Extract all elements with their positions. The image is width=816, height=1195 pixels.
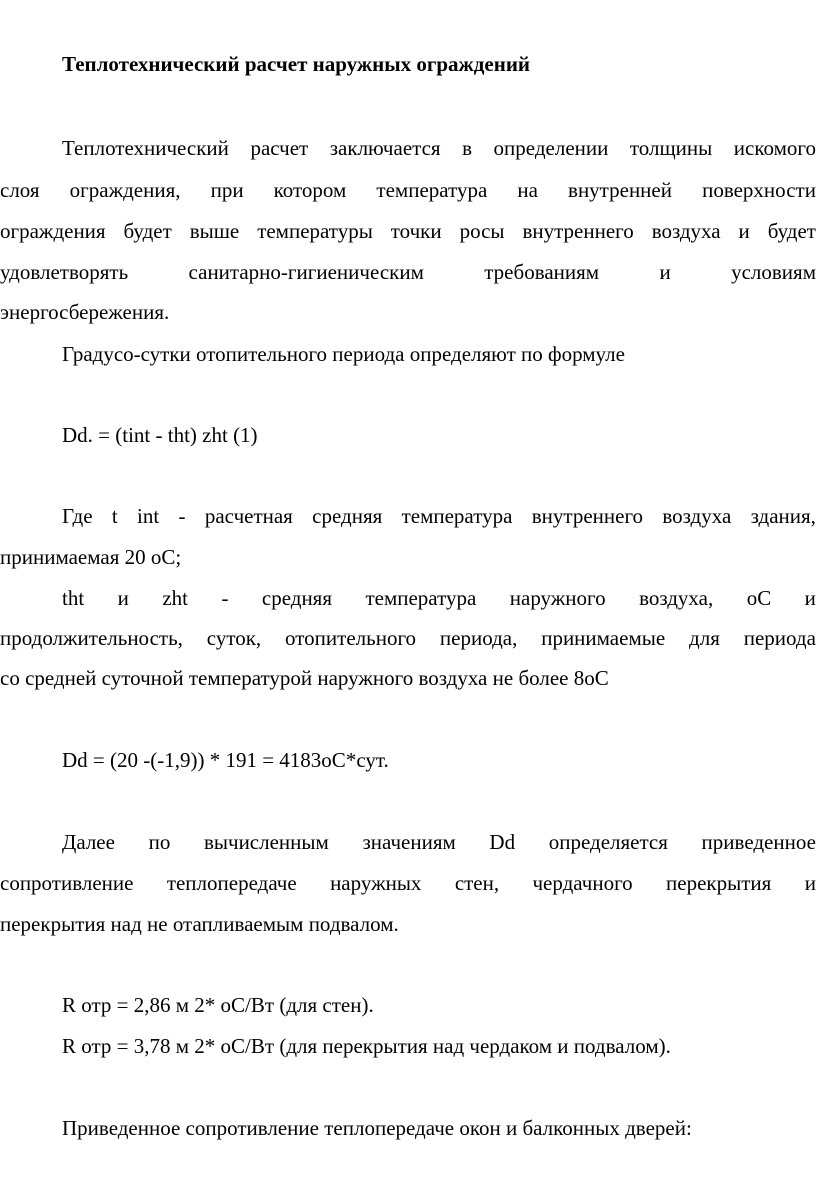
word: оС: [746, 586, 772, 610]
word: на: [517, 178, 538, 202]
para3-line1: [62, 502, 816, 530]
word: воздуха,: [639, 586, 714, 610]
word: t: [111, 504, 118, 528]
word: будет: [123, 219, 172, 243]
word: средняя: [261, 586, 332, 610]
para1-line4: [0, 258, 816, 286]
word: определении: [493, 136, 609, 160]
word: -: [221, 586, 229, 610]
word: стен,: [454, 871, 500, 895]
word: сопротивление: [0, 871, 134, 895]
word: ограждения: [0, 219, 106, 243]
word: температура: [401, 504, 513, 528]
word: условиям: [731, 260, 816, 284]
word: внутреннего: [522, 219, 634, 243]
word: Теплотехнический: [62, 136, 229, 160]
word: внутреннего: [531, 504, 644, 528]
word: требованиям: [484, 260, 600, 284]
para1-line2: [0, 176, 816, 204]
word: чердачного: [532, 871, 633, 895]
para4-line3: со средней суточной температурой наружного воздуха не более 8оС: [0, 666, 609, 690]
word: суток,: [206, 626, 262, 650]
para6-text: Приведенное сопротивление теплопередаче окон и балконных дверей:: [62, 1116, 692, 1140]
word: поверхности: [702, 178, 816, 202]
word: температура: [365, 586, 477, 610]
word: в: [462, 136, 473, 160]
word: приведенное: [701, 830, 816, 854]
word: и: [117, 586, 129, 610]
para4-line1: [62, 584, 816, 612]
result-floors: R отр = 3,78 м 2* оС/Вт (для перекрытия над чердаком и подвалом).: [62, 1034, 671, 1058]
word: теплопередаче: [166, 871, 297, 895]
word: отопительного: [285, 626, 417, 650]
document-heading: Теплотехнический расчет наружных ограждений: [62, 52, 531, 76]
result-walls: R отр = 2,86 м 2* оС/Вт (для стен).: [62, 993, 374, 1017]
word: и: [804, 871, 816, 895]
word: воздуха: [651, 219, 721, 243]
word: вычисленным: [203, 830, 329, 854]
word: расчет: [250, 136, 309, 160]
para1-line1: [62, 134, 816, 162]
word: воздуха: [662, 504, 732, 528]
word: tht: [62, 586, 85, 610]
word: по: [148, 830, 171, 854]
word: Далее: [62, 830, 115, 854]
word: внутренней: [568, 178, 672, 202]
word: удовлетворять: [0, 260, 129, 284]
word: принимаемые: [541, 626, 666, 650]
word: и: [659, 260, 671, 284]
formula-degree-days: Dd. = (tint - tht) zht (1): [62, 423, 258, 447]
word: определяется: [548, 830, 668, 854]
word: котором: [273, 178, 347, 202]
para2-text: Градусо-сутки отопительного периода определяют по формуле: [62, 342, 625, 366]
word: для: [689, 626, 720, 650]
word: периода: [743, 626, 816, 650]
word: перекрытия: [666, 871, 772, 895]
word: санитарно-гигиеническим: [188, 260, 424, 284]
para1-line3: [0, 217, 816, 245]
para5-line2: [0, 869, 816, 897]
word: точки: [390, 219, 442, 243]
formula-degree-days-calc: Dd = (20 -(-1,9)) * 191 = 4183оС*сут.: [62, 748, 389, 772]
para1-line5: энергосбережения.: [0, 300, 170, 324]
word: искомого: [733, 136, 816, 160]
word: толщины: [629, 136, 713, 160]
word: int: [137, 504, 160, 528]
word: значениям: [362, 830, 456, 854]
word: -: [178, 504, 186, 528]
word: при: [210, 178, 244, 202]
word: температура: [376, 178, 488, 202]
word: zht: [162, 586, 188, 610]
word: здания,: [750, 504, 816, 528]
word: и: [804, 586, 816, 610]
word: росы: [459, 219, 505, 243]
word: средняя: [312, 504, 383, 528]
word: выше: [189, 219, 240, 243]
para4-line2: [0, 624, 816, 652]
word: периода,: [439, 626, 518, 650]
word: Где: [62, 504, 93, 528]
word: будет: [767, 219, 816, 243]
word: Dd: [489, 830, 516, 854]
word: слоя: [0, 178, 40, 202]
para3-line2: принимаемая 20 оС;: [0, 545, 182, 569]
word: температуры: [257, 219, 373, 243]
para5-line1: [62, 828, 816, 856]
word: и: [738, 219, 750, 243]
word: ограждения,: [69, 178, 181, 202]
word: наружных: [330, 871, 422, 895]
word: продолжительность,: [0, 626, 183, 650]
word: заключается: [329, 136, 441, 160]
para5-line3: перекрытия над не отапливаемым подвалом.: [0, 912, 399, 936]
word: наружного: [509, 586, 606, 610]
word: расчетная: [204, 504, 293, 528]
